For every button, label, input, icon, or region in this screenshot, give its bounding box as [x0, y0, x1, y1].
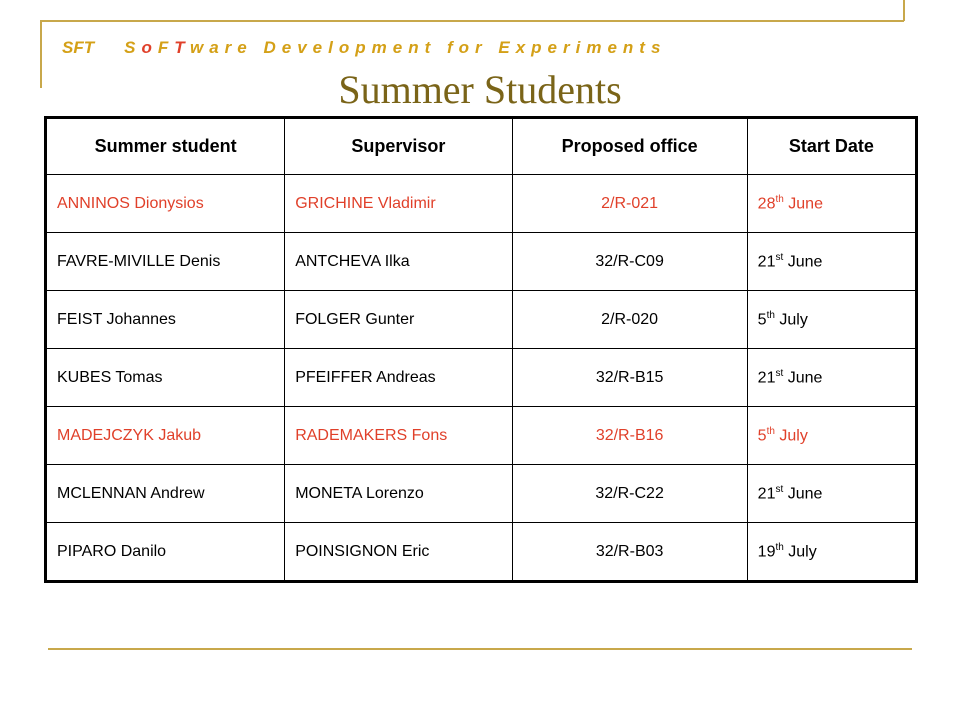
- tagline-segment: S: [124, 38, 142, 57]
- start-date-day: 28: [757, 195, 776, 213]
- supervisor-cell: ANTCHEVA Ilka: [285, 233, 512, 291]
- student-cell: MCLENNAN Andrew: [46, 465, 285, 523]
- tagline-segment: E: [498, 38, 516, 57]
- students-table: [44, 116, 918, 583]
- office-cell: 32/R-C22: [512, 465, 747, 523]
- start-date-suffix: st: [775, 251, 784, 263]
- start-date-month: June: [787, 253, 823, 271]
- start-date-day: 21: [757, 253, 776, 271]
- tagline-segment: xperiments: [515, 38, 667, 57]
- tagline-segment: F: [157, 38, 175, 57]
- start-date-day: 21: [757, 369, 776, 387]
- tagline-segment: for: [446, 38, 499, 57]
- tagline-segment: evelopment: [281, 38, 447, 57]
- start-date-day: 5: [757, 311, 767, 329]
- student-cell: FEIST Johannes: [46, 291, 285, 349]
- table-row: [46, 349, 917, 407]
- start-date-month: June: [787, 369, 823, 387]
- header-summer-student: Summer student: [46, 118, 285, 175]
- table-row: [46, 291, 917, 349]
- supervisor-cell: FOLGER Gunter: [285, 291, 512, 349]
- table-row: [46, 175, 917, 233]
- office-cell: 32/R-C09: [512, 233, 747, 291]
- student-cell: ANNINOS Dionysios: [46, 175, 285, 233]
- header-abbrev: SFT: [62, 38, 95, 57]
- start-date-cell: [747, 407, 916, 465]
- start-date-suffix: th: [775, 193, 784, 205]
- tagline-segment: o: [141, 38, 158, 57]
- table-row: [46, 523, 917, 582]
- start-date-cell: [747, 349, 916, 407]
- start-date-month: July: [779, 427, 808, 445]
- table-header-row: [46, 118, 917, 175]
- supervisor-cell: PFEIFFER Andreas: [285, 349, 512, 407]
- page-title: Summer Students: [338, 67, 622, 112]
- top-right-rule: [903, 0, 905, 21]
- header-supervisor: Supervisor: [285, 118, 512, 175]
- start-date-suffix: st: [775, 483, 784, 495]
- start-date-cell: [747, 175, 916, 233]
- start-date-month: July: [779, 311, 808, 329]
- office-cell: 2/R-020: [512, 291, 747, 349]
- tagline-segment: ware: [190, 38, 264, 57]
- office-cell: 32/R-B16: [512, 407, 747, 465]
- start-date-suffix: st: [775, 367, 784, 379]
- start-date-day: 19: [757, 543, 776, 561]
- supervisor-cell: RADEMAKERS Fons: [285, 407, 512, 465]
- start-date-month: July: [788, 543, 817, 561]
- start-date-day: 21: [757, 485, 776, 503]
- supervisor-cell: GRICHINE Vladimir: [285, 175, 512, 233]
- start-date-cell: [747, 465, 916, 523]
- student-cell: KUBES Tomas: [46, 349, 285, 407]
- start-date-month: June: [787, 485, 823, 503]
- office-cell: 32/R-B15: [512, 349, 747, 407]
- table-row: [46, 407, 917, 465]
- start-date-suffix: th: [766, 425, 775, 437]
- header-start-date: Start Date: [747, 118, 916, 175]
- office-cell: 32/R-B03: [512, 523, 747, 582]
- tagline-segment: D: [263, 38, 282, 57]
- header-tagline: [62, 38, 666, 58]
- student-cell: MADEJCZYK Jakub: [46, 407, 285, 465]
- table-row: [46, 465, 917, 523]
- start-date-suffix: th: [766, 309, 775, 321]
- start-date-month: June: [788, 195, 823, 213]
- start-date-suffix: th: [775, 541, 784, 553]
- supervisor-cell: POINSIGNON Eric: [285, 523, 512, 582]
- bottom-rule: [48, 648, 912, 650]
- start-date-cell: [747, 291, 916, 349]
- student-cell: FAVRE-MIVILLE Denis: [46, 233, 285, 291]
- top-rule: [40, 20, 904, 22]
- office-cell: 2/R-021: [512, 175, 747, 233]
- start-date-day: 5: [757, 427, 767, 445]
- start-date-cell: [747, 233, 916, 291]
- start-date-cell: [747, 523, 916, 582]
- table-row: [46, 233, 917, 291]
- header-tagline-text: [124, 38, 666, 57]
- tagline-segment: T: [174, 38, 190, 57]
- header-proposed-office: Proposed office: [512, 118, 747, 175]
- supervisor-cell: MONETA Lorenzo: [285, 465, 512, 523]
- student-cell: PIPARO Danilo: [46, 523, 285, 582]
